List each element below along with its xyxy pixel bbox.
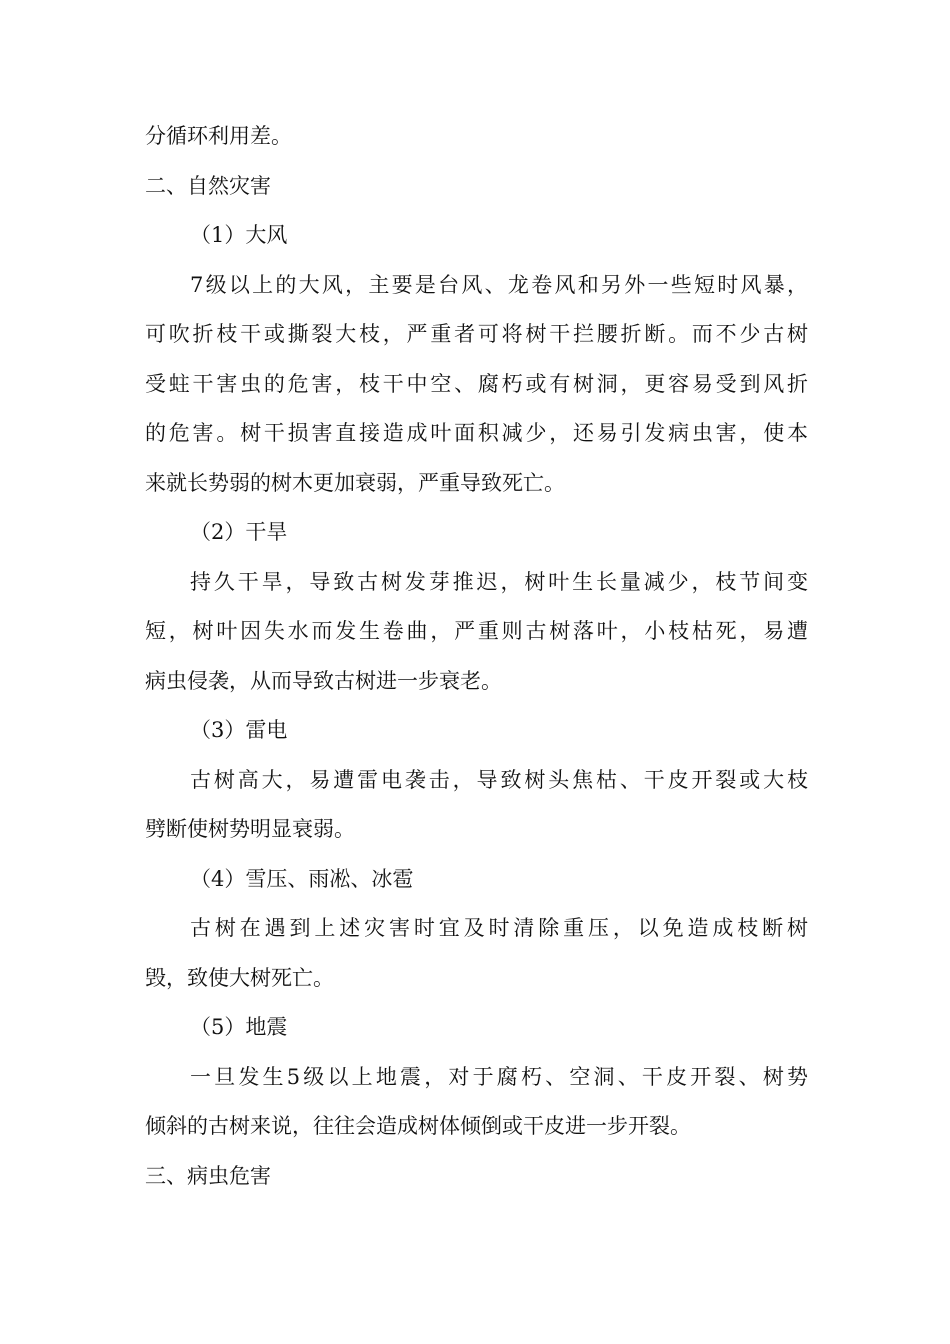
subsection-heading: （1）大风 (190, 223, 288, 247)
subsection-heading: （5）地震 (190, 1015, 288, 1039)
paragraph-line: 毁，致使大树死亡。 (145, 965, 334, 990)
paragraph-line: 7级以上的大风，主要是台风、龙卷风和另外一些短时风暴， (190, 272, 808, 297)
subsection-heading: （4）雪压、雨凇、冰雹 (190, 866, 414, 891)
section-heading: 三、病虫危害 (145, 1163, 271, 1188)
paragraph-line: 古树在遇到上述灾害时宜及时清除重压，以免造成枝断树 (190, 916, 808, 940)
paragraph-line: 一旦发生5级以上地震，对于腐朽、空洞、干皮开裂、树势 (190, 1064, 808, 1089)
paragraph-line: 来就长势弱的树木更加衰弱，严重导致死亡。 (145, 470, 565, 495)
paragraph-line: 古树高大，易遭雷电袭击，导致树头焦枯、干皮开裂或大枝 (190, 767, 808, 792)
body-text (145, 112, 808, 1201)
paragraph-line: 受蛀干害虫的危害，枝干中空、腐朽或有树洞，更容易受到风折 (145, 371, 808, 396)
paragraph-line: 的危害。树干损害直接造成叶面积减少，还易引发病虫害，使本 (145, 421, 808, 445)
paragraph-line: 劈断使树势明显衰弱。 (145, 817, 355, 841)
paragraph-line: 持久干旱，导致古树发芽推迟，树叶生长量减少，枝节间变 (190, 569, 808, 594)
subsection-heading: （3）雷电 (190, 718, 288, 742)
paragraph-line: 倾斜的古树来说，往往会造成树体倾倒或干皮进一步开裂。 (145, 1114, 691, 1138)
paragraph-line: 分循环利用差。 (145, 124, 292, 148)
paragraph-line: 可吹折枝干或撕裂大枝，严重者可将树干拦腰折断。而不少古树 (145, 322, 808, 346)
section-heading: 二、自然灾害 (145, 173, 271, 198)
paragraph-line: 短，树叶因失水而发生卷曲，严重则古树落叶，小枝枯死，易遭 (145, 619, 808, 643)
paragraph-line: 病虫侵袭，从而导致古树进一步衰老。 (145, 668, 502, 693)
subsection-heading: （2）干旱 (190, 520, 288, 544)
